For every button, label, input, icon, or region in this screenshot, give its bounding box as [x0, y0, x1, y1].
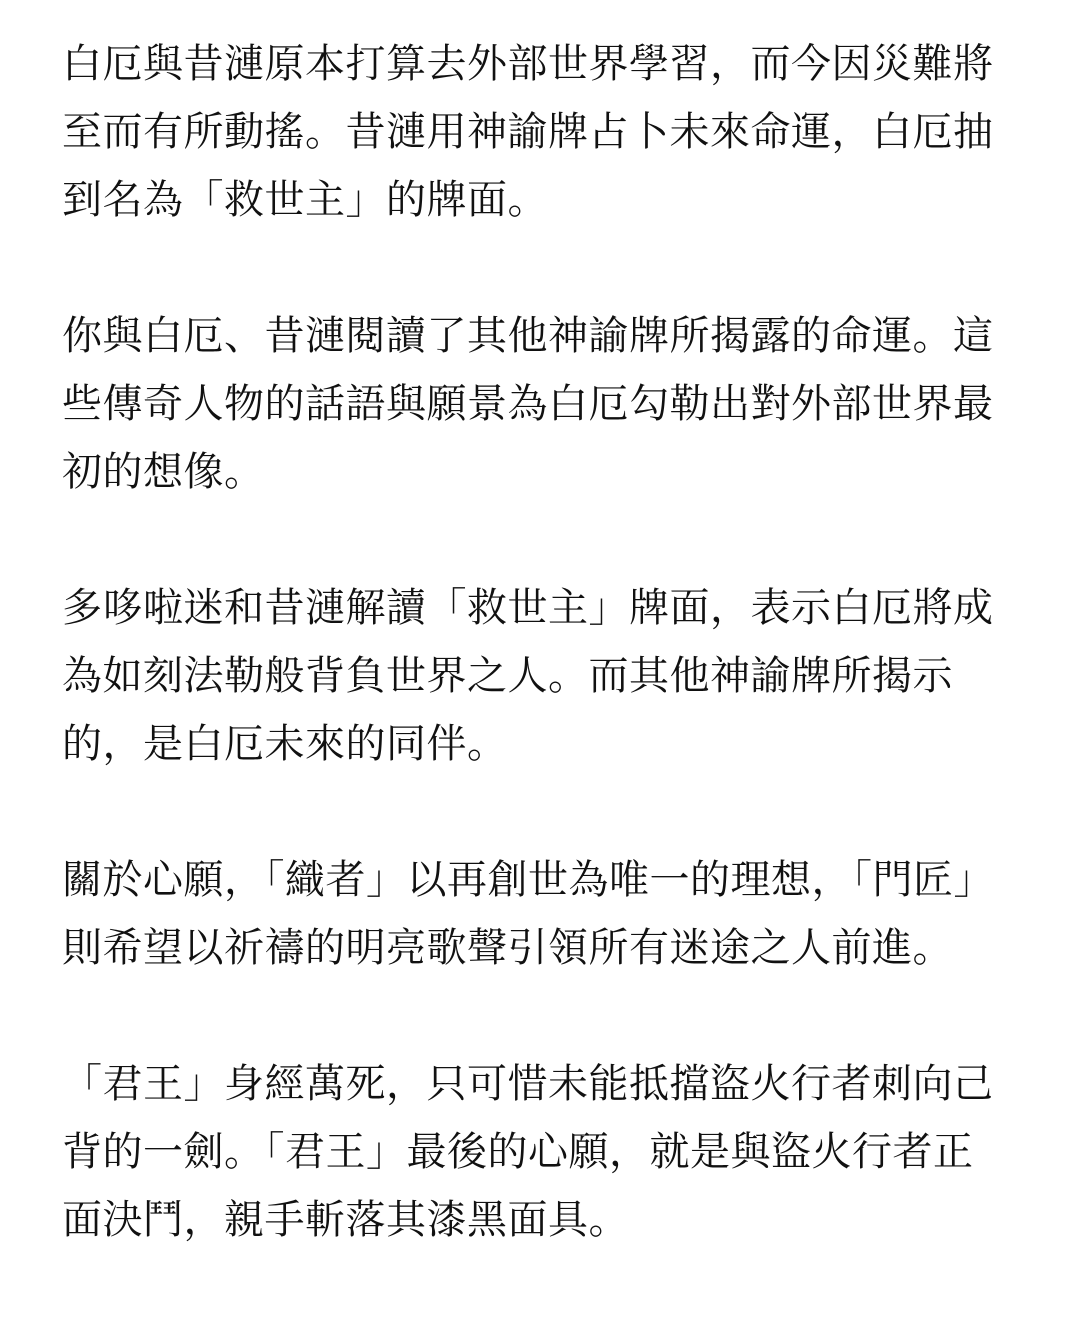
paragraph-2: 你與白厄、昔漣閱讀了其他神諭牌所揭露的命運。這些傳奇人物的話語與願景為白厄勾勒出對外部世界最初的想像。 [62, 313, 994, 495]
paragraph-5: 「君王」身經萬死，只可惜未能抵擋盜火行者刺向己背的一劍。「君王」最後的心願，就是與盜火行者正面決鬥，親手斬落其漆黑面具。 [62, 1061, 994, 1243]
paragraph-3: 多哆啦迷和昔漣解讀「救世主」牌面，表示白厄將成為如刻法勒般背負世界之人。而其他神諭牌所揭示的，是白厄未來的同伴。 [62, 585, 994, 767]
article-body [62, 30, 1002, 1254]
paragraph-4: 關於心願，「織者」以再創世為唯一的理想，「門匠」則希望以祈禱的明亮歌聲引領所有迷途之人前進。 [62, 857, 994, 971]
paragraph-1: 白厄與昔漣原本打算去外部世界學習，而今因災難將至而有所動搖。昔漣用神諭牌占卜未來命運，白厄抽到名為「救世主」的牌面。 [62, 41, 994, 223]
